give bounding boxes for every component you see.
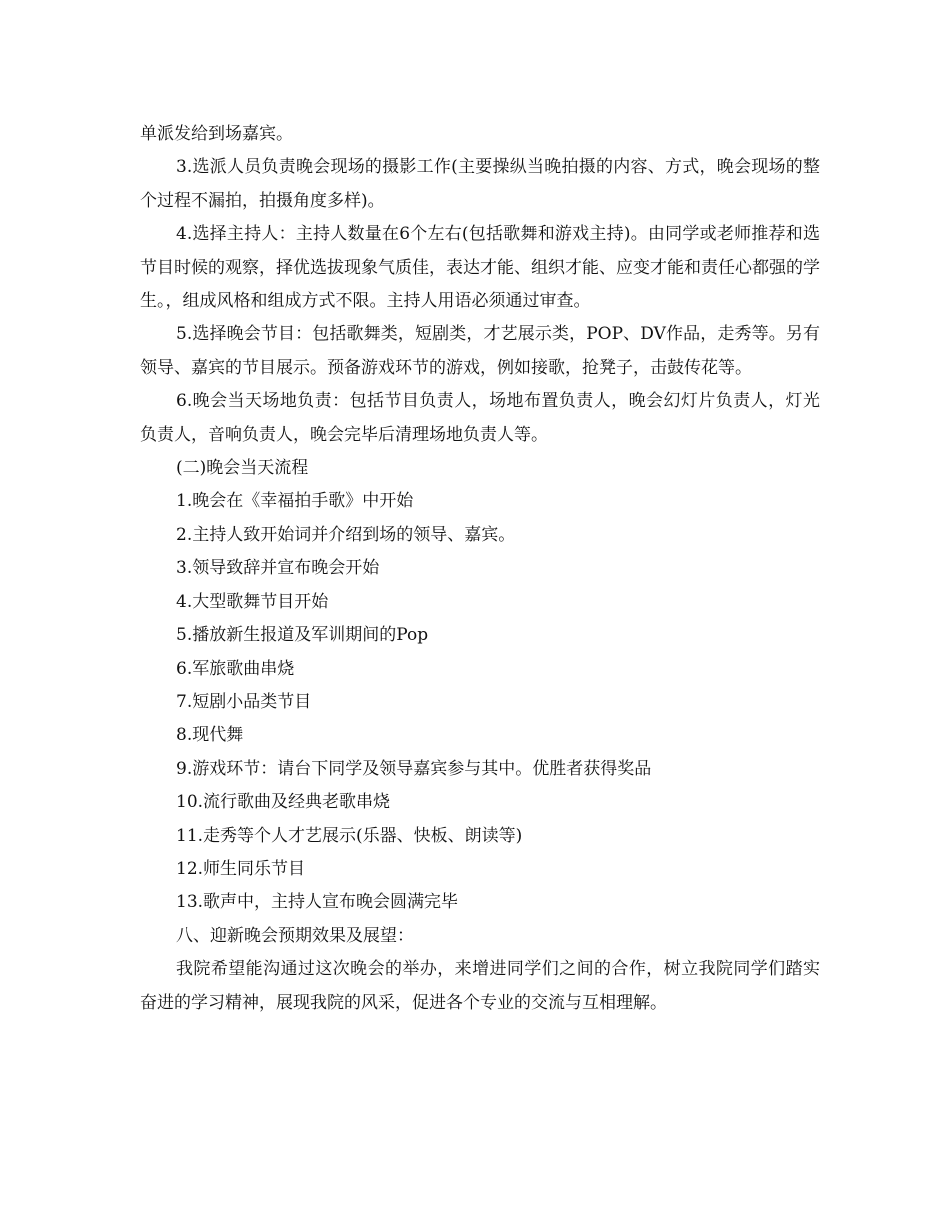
list-item: 6.军旅歌曲串烧	[176, 658, 295, 679]
paragraph: 3.选派人员负责晚会现场的摄影工作(主要操纵当晚拍摄的内容、方式，晚会现场的整个过程不漏拍，拍摄角度多样)。	[140, 157, 820, 211]
section-heading: (二)晚会当天流程	[176, 458, 309, 479]
list-item: 13.歌声中，主持人宣布晚会圆满完毕	[176, 892, 459, 913]
list-item: 2.主持人致开始词并介绍到场的领导、嘉宾。	[176, 524, 516, 545]
list-item: 7.短剧小品类节目	[176, 691, 312, 712]
paragraph: 4.选择主持人：主持人数量在6个左右(包括歌舞和游戏主持)。由同学或老师推荐和选节目时候的观察，择优选拔现象气质佳，表达才能、组织才能、应变才能和责任心都强的学生。，组成风格和组成方式不限。主持人用语必须通过审查。	[140, 224, 820, 312]
list-item: 8.现代舞	[176, 725, 244, 746]
paragraph: 我院希望能沟通过这次晚会的举办，来增进同学们之间的合作，树立我院同学们踏实奋进的学习精神，展现我院的风采，促进各个专业的交流与互相理解。	[140, 959, 820, 1013]
list-item: 9.游戏环节：请台下同学及领导嘉宾参与其中。优胜者获得奖品	[176, 758, 652, 779]
list-item: 5.播放新生报道及军训期间的Pop	[176, 625, 429, 646]
document-body	[140, 118, 820, 1020]
paragraph: 6.晚会当天场地负责：包括节目负责人，场地布置负责人，晚会幻灯片负责人，灯光负责人，音响负责人，晚会完毕后清理场地负责人等。	[140, 391, 820, 445]
paragraph: 单派发给到场嘉宾。	[140, 124, 293, 144]
list-item: 1.晚会在《幸福拍手歌》中开始	[176, 491, 414, 512]
list-item: 11.走秀等个人才艺展示(乐器、快板、朗读等)	[176, 825, 523, 846]
section-heading: 八、迎新晚会预期效果及展望：	[176, 925, 414, 946]
list-item: 12.师生同乐节目	[176, 858, 306, 879]
list-item: 3.领导致辞并宣布晚会开始	[176, 558, 380, 579]
list-item: 10.流行歌曲及经典老歌串烧	[176, 792, 391, 813]
list-item: 4.大型歌舞节目开始	[176, 591, 329, 612]
paragraph: 5.选择晚会节目：包括歌舞类，短剧类，才艺展示类，POP、DV作品，走秀等。另有领导、嘉宾的节目展示。预备游戏环节的游戏，例如接歌，抢凳子，击鼓传花等。	[140, 324, 820, 378]
